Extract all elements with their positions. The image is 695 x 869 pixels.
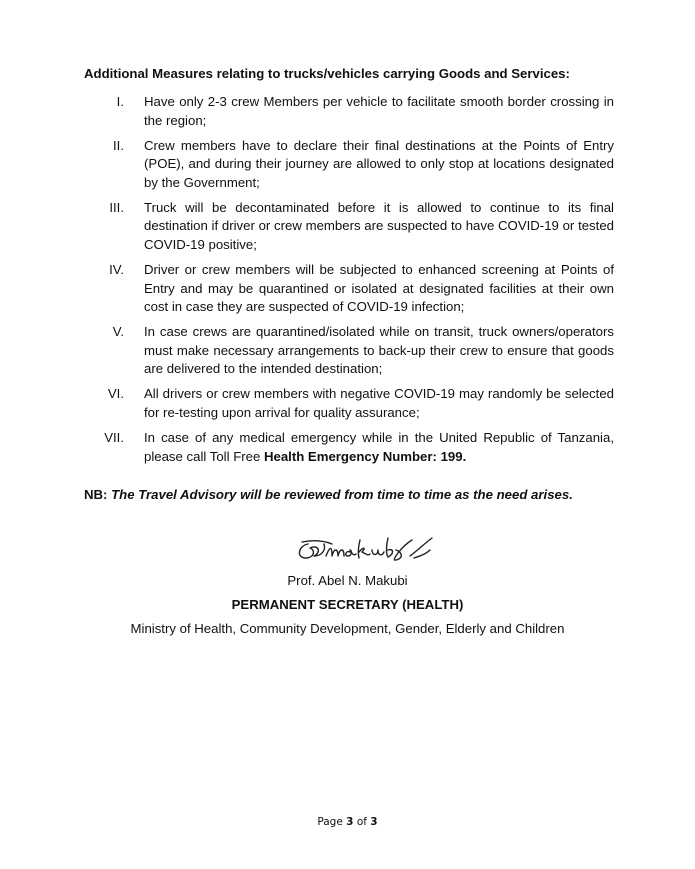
section-heading: Additional Measures relating to trucks/vehicles carrying Goods and Services: bbox=[84, 66, 570, 81]
list-item bbox=[84, 323, 614, 379]
signer-name: Prof. Abel N. Makubi bbox=[287, 573, 408, 588]
list-item-text: Driver or crew members will be subjected to enhanced screening at Points of Entry and may be quarantined or isolated at designated facilities at their own cost in case they are suspected of COVID-19 infection; bbox=[144, 262, 614, 315]
signer-title: PERMANENT SECRETARY (HEALTH) bbox=[231, 597, 464, 612]
page-total: 3 bbox=[370, 816, 378, 828]
nb-note bbox=[84, 487, 573, 502]
list-numeral: VII. bbox=[104, 430, 124, 446]
handwritten-signature bbox=[292, 532, 452, 568]
list-numeral: VI. bbox=[107, 386, 124, 402]
nb-text: The Travel Advisory will be reviewed from time to time as the need arises. bbox=[111, 487, 573, 502]
list-item-text: In case crews are quarantined/isolated while on transit, truck owners/operators must make necessary arrangements to back-up their crew to ensure that goods are delivered to the intended destination; bbox=[144, 324, 614, 377]
list-item-text: Crew members have to declare their final destinations at the Points of Entry (POE), and during their journey are allowed to only stop at locations designated by the Government; bbox=[144, 137, 614, 190]
list-numeral: V. bbox=[112, 324, 124, 340]
list-numeral: II. bbox=[113, 137, 124, 153]
page-label: Page bbox=[317, 816, 343, 828]
list-item bbox=[84, 199, 614, 255]
list-item-text: All drivers or crew members with negative COVID-19 may randomly be selected for re-testing upon arrival for quality assurance; bbox=[144, 386, 614, 420]
list-numeral: IV. bbox=[109, 262, 124, 278]
list-item bbox=[84, 137, 614, 193]
list-item bbox=[84, 385, 614, 422]
emergency-number: Health Emergency Number: 199. bbox=[263, 448, 467, 464]
list-numeral: III. bbox=[109, 199, 124, 215]
list-item bbox=[84, 261, 614, 317]
page-current: 3 bbox=[346, 816, 354, 828]
list-item bbox=[84, 93, 614, 130]
list-item-text: Have only 2-3 crew Members per vehicle to facilitate smooth border crossing in the region; bbox=[144, 94, 614, 128]
page-separator: of bbox=[356, 816, 367, 828]
list-item-text bbox=[144, 429, 614, 466]
nb-label: NB: bbox=[84, 487, 108, 502]
signer-organization: Ministry of Health, Community Development, Gender, Elderly and Children bbox=[130, 621, 565, 636]
list-item bbox=[84, 429, 614, 466]
emergency-text: In case of any medical emergency while in the United Republic of Tanzania, please call Toll Free bbox=[144, 430, 614, 464]
list-item-text: Truck will be decontaminated before it is allowed to continue to its final destination if driver or crew members are suspected to have COVID-19 or tested COVID-19 positive; bbox=[144, 199, 614, 252]
page-number bbox=[0, 816, 695, 828]
measures-list bbox=[84, 93, 614, 473]
list-numeral: I. bbox=[116, 94, 124, 109]
